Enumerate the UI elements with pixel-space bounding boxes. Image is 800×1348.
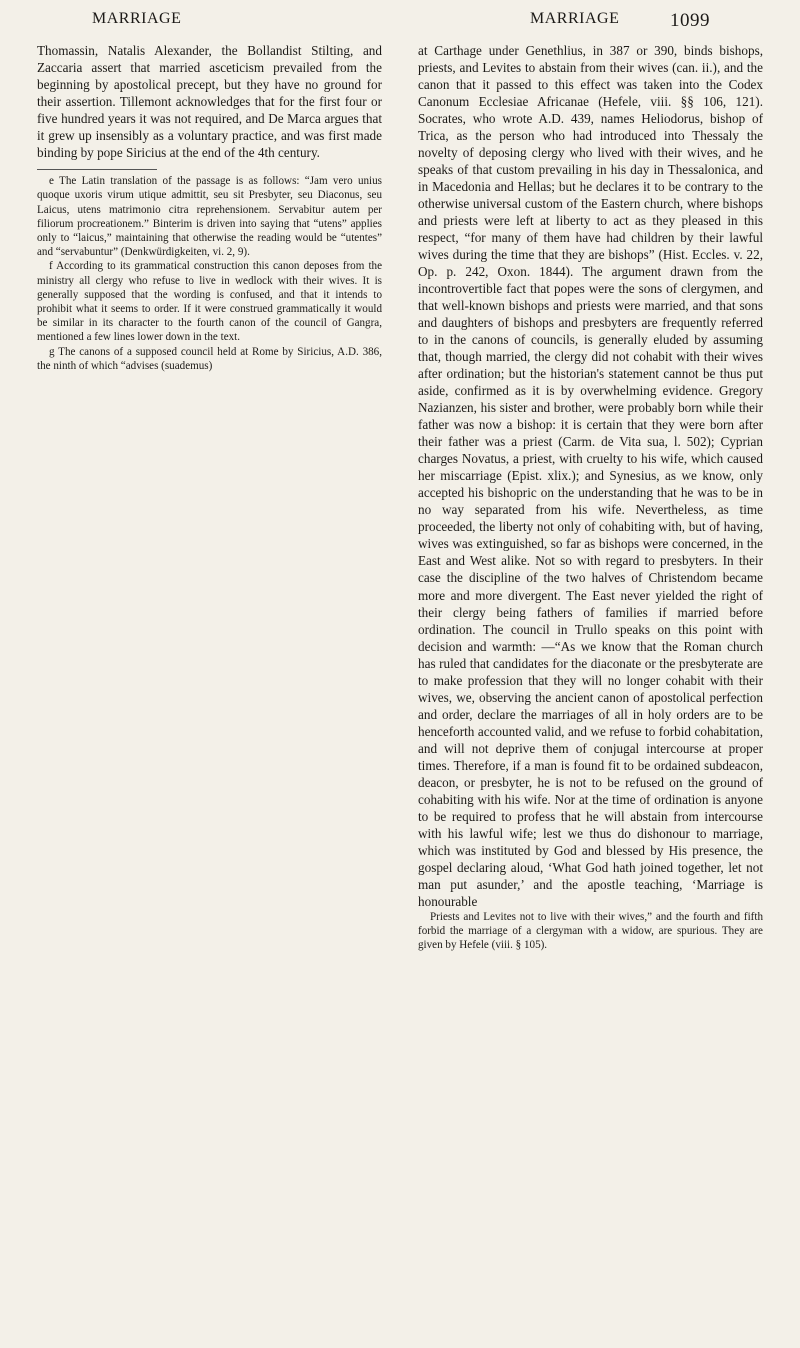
left-column [37, 42, 382, 373]
footnote-e: e The Latin translation of the passage is as follows: “Jam vero unius quoque uxoris virum utique admittit, seu sit Presbyter, seu Diaconus, seu Laicus, utens matrimonio citra reprehensionem. Servabitur autem per filiorum procreationem.” Binterim is driven into saying that “utens” applies only to “laicus,” maintaining that otherwise the reading would be “utentes” and “servabuntur” (Denkwürdigkeiten, vi. 2, 9). [37, 175, 382, 259]
right-column [418, 42, 763, 952]
footnote-rule [37, 169, 157, 170]
running-head-right: MARRIAGE [530, 10, 620, 27]
footnote-g: g The canons of a supposed council held at Rome by Siricius, A.D. 386, the ninth of which “advises (suademus) [37, 345, 382, 372]
footnote-g-continued: Priests and Levites not to live with their wives,” and the fourth and fifth forbid the marriage of a clergyman with a widow, are spurious. They are given by Hefele (viii. § 105). [418, 910, 763, 952]
footnote-f: f According to its grammatical construction this canon deposes from the ministry all clergy who refuse to live in wedlock with their wives. It is generally supposed that the wording is confused, and that it intends to prohibit what it seems to order. If it were construed grammatically it would be similar in its character to the fourth canon of the council of Gangra, mentioned a few lines lower down in the text. [37, 260, 382, 344]
body-paragraph: at Carthage under Genethlius, in 387 or 390, binds bishops, priests, and Levites to abstain from their wives (can. ii.), and the canon that it passed to this effect was taken into the Codex Canonum Ecclesiae Africanae (Hefele, viii. §§ 106, 121). Socrates, who wrote A.D. 439, names Heliodorus, bishop of Trica, as the person who had introduced into Thessaly the novelty of deposing clergy who lived with their wives, and he speaks of that custom prevailing in his day in Thessalonica, and in Macedonia and Hellas; but he declares it to be contrary to the otherwise universal custom of the Eastern church, where bishops and priests were left at liberty to act as they pleased in this respect, “for many of them have had children by their lawful wives during the time that they are bishops” (Hist. Eccles. v. 22, Op. p. 242, Oxon. 1844). The argument drawn from the incontrovertible fact that popes were the sons of clergymen, and that well-known bishops and priests were married, and that sons and daughters of bishops and presbyters are frequently referred to in the canons of councils, is generally eluded by assuming that, though married, the clergy did not cohabit with their wives after ordination; but the historian's statement cannot be thus put aside, confirmed as it is by overwhelming evidence. Gregory Nazianzen, his sister and brother, were probably born while their father was now a bishop: it is certain that they were born after their father was a priest (Carm. de Vita sua, l. 502); Cyprian charges Novatus, a priest, with cruelty to his wife, which caused her miscarriage (Epist. xlix.); and Synesius, as we know, only accepted his bishopric on the understanding that he was to be in no way separated from his wife. Nevertheless, as time proceeded, the liberty not only of cohabiting with, but of having, wives was extinguished, so far as bishops were concerned, in the East and West alike. Not so with regard to presbyters. In their case the discipline of the two halves of Christendom became more and more divergent. The East never yielded the right of their clergy being fathers of families if married before ordination. The council in Trullo speaks on this point with decision and warmth: —“As we know that the Roman church has ruled that candidates for the diaconate or the presbyterate are to make profession that they will no longer cohabit with their wives, we, observing the ancient canon of apostolical perfection and order, declare the marriages of all in holy orders are to be henceforth accounted valid, and we refuse to forbid cohabitation, and will not deprive them of conjugal intercourse at proper times. Therefore, if a man is found fit to be ordained subdeacon, deacon, or presbyter, he is not to be refused on the ground of cohabiting with his wife. Nor at the time of ordination is anyone to be required to profess that he will abstain from intercourse with his lawful wife; lest we thus do dishonour to marriage, which was instituted by God and blessed by His presence, the gospel declaring aloud, ‘What God hath joined together, let not man put asunder,’ and the apostle teaching, ‘Marriage is honourable [418, 43, 763, 909]
page-number: 1099 [670, 10, 710, 31]
running-head-left: MARRIAGE [92, 10, 182, 27]
body-paragraph: Thomassin, Natalis Alexander, the Bollandist Stilting, and Zaccaria assert that married asceticism prevailed from the beginning by apostolical precept, but they have no ground for their assertion. Tillemont acknowledges that for the first four or five hundred years it was not required, and De Marca argues that it grew up insensibly as a voluntary practice, and was first made binding by pope Siricius at the end of the 4th century. [37, 43, 382, 161]
